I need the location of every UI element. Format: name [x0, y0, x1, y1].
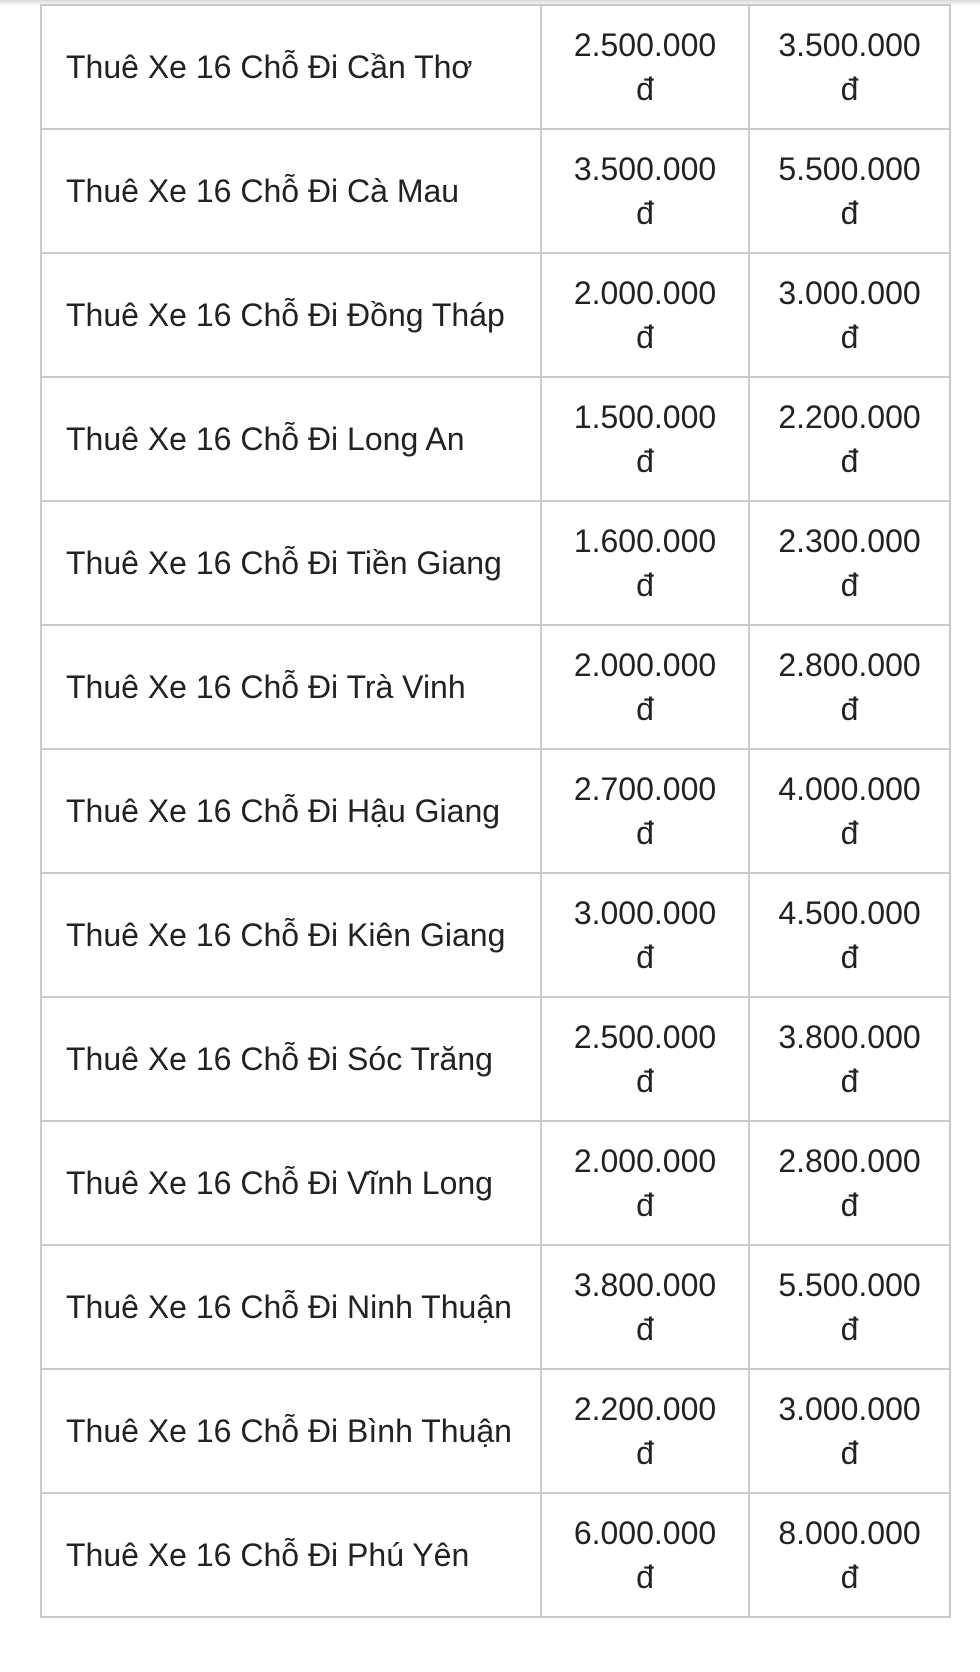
price-cell-1: 6.000.000 đ: [541, 1493, 749, 1617]
price-cell-1: 2.000.000 đ: [541, 1121, 749, 1245]
price-cell-2: 5.500.000 đ: [749, 1245, 950, 1369]
price-cell-2: 5.500.000 đ: [749, 129, 950, 253]
price-cell-1: 3.500.000 đ: [541, 129, 749, 253]
route-cell: Thuê Xe 16 Chỗ Đi Hậu Giang: [41, 749, 541, 873]
route-cell: Thuê Xe 16 Chỗ Đi Ninh Thuận: [41, 1245, 541, 1369]
route-cell: Thuê Xe 16 Chỗ Đi Phú Yên: [41, 1493, 541, 1617]
route-cell: Thuê Xe 16 Chỗ Đi Tiền Giang: [41, 501, 541, 625]
price-cell-2: 2.800.000 đ: [749, 1121, 950, 1245]
price-cell-1: 1.600.000 đ: [541, 501, 749, 625]
price-cell-2: 3.000.000 đ: [749, 1369, 950, 1493]
table-row: [41, 377, 950, 501]
route-cell: Thuê Xe 16 Chỗ Đi Đồng Tháp: [41, 253, 541, 377]
price-cell-2: 2.300.000 đ: [749, 501, 950, 625]
price-cell-2: 4.000.000 đ: [749, 749, 950, 873]
price-cell-2: 3.500.000 đ: [749, 5, 950, 129]
price-cell-2: 4.500.000 đ: [749, 873, 950, 997]
table-row: [41, 129, 950, 253]
table-row: [41, 997, 950, 1121]
table-row: [41, 1245, 950, 1369]
table-row: [41, 625, 950, 749]
price-cell-2: 3.000.000 đ: [749, 253, 950, 377]
route-cell: Thuê Xe 16 Chỗ Đi Cà Mau: [41, 129, 541, 253]
price-cell-2: 2.800.000 đ: [749, 625, 950, 749]
route-cell: Thuê Xe 16 Chỗ Đi Cần Thơ: [41, 5, 541, 129]
price-cell-1: 1.500.000 đ: [541, 377, 749, 501]
route-cell: Thuê Xe 16 Chỗ Đi Trà Vinh: [41, 625, 541, 749]
table-row: [41, 501, 950, 625]
table-row: [41, 5, 950, 129]
price-table-body: [41, 5, 950, 1617]
price-cell-2: 8.000.000 đ: [749, 1493, 950, 1617]
table-row: [41, 253, 950, 377]
price-cell-1: 2.000.000 đ: [541, 625, 749, 749]
price-cell-1: 2.200.000 đ: [541, 1369, 749, 1493]
price-cell-2: 2.200.000 đ: [749, 377, 950, 501]
table-row: [41, 1121, 950, 1245]
table-row: [41, 873, 950, 997]
price-table: [40, 4, 951, 1618]
table-row: [41, 1493, 950, 1617]
price-cell-1: 3.800.000 đ: [541, 1245, 749, 1369]
price-cell-1: 2.700.000 đ: [541, 749, 749, 873]
table-row: [41, 1369, 950, 1493]
price-cell-1: 2.500.000 đ: [541, 997, 749, 1121]
route-cell: Thuê Xe 16 Chỗ Đi Vĩnh Long: [41, 1121, 541, 1245]
route-cell: Thuê Xe 16 Chỗ Đi Long An: [41, 377, 541, 501]
price-cell-1: 2.500.000 đ: [541, 5, 749, 129]
price-cell-1: 2.000.000 đ: [541, 253, 749, 377]
route-cell: Thuê Xe 16 Chỗ Đi Sóc Trăng: [41, 997, 541, 1121]
table-row: [41, 749, 950, 873]
route-cell: Thuê Xe 16 Chỗ Đi Kiên Giang: [41, 873, 541, 997]
route-cell: Thuê Xe 16 Chỗ Đi Bình Thuận: [41, 1369, 541, 1493]
price-cell-1: 3.000.000 đ: [541, 873, 749, 997]
price-cell-2: 3.800.000 đ: [749, 997, 950, 1121]
